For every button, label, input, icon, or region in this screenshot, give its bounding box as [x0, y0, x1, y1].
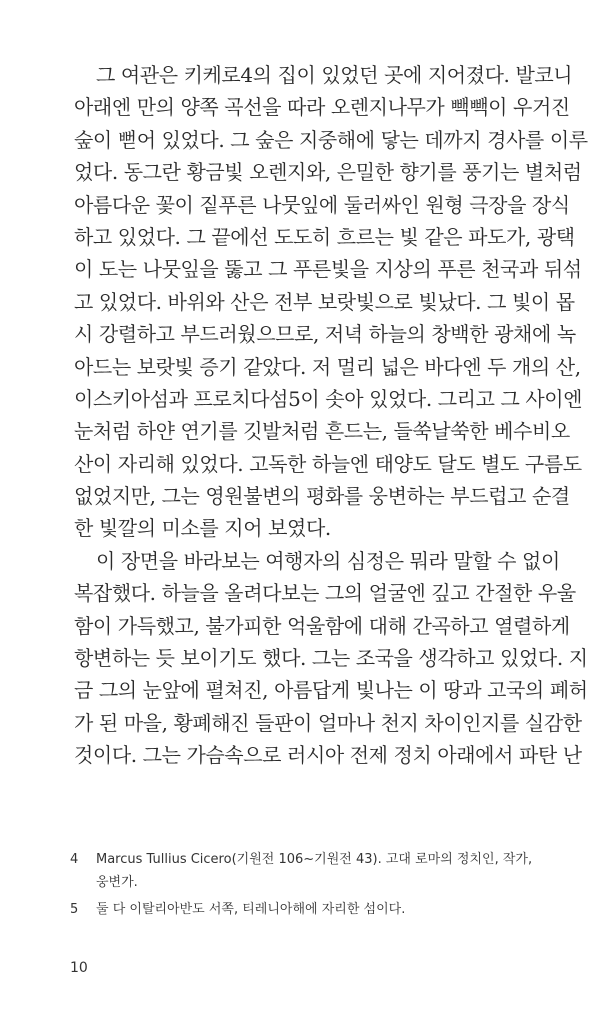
footnote: [70, 848, 540, 894]
footnote-number: 5: [70, 902, 79, 917]
page-number: 10: [70, 960, 88, 976]
text-line: 었다. 동그란 황금빛 오렌지와, 은밀한 향기를 풍기는 별처럼: [74, 160, 582, 185]
text-line: 그 여관은 키케로4의 집이 있었던 곳에 지어졌다. 발코니: [96, 63, 573, 87]
footnote-text: 둘 다 이탈리아반도 서쪽, 티레니아해에 자리한 섬이다.: [96, 902, 406, 917]
text-line: 함이 가득했고, 불가피한 억울함에 대해 간곡하고 열렬하게: [74, 613, 570, 638]
body-text: [74, 59, 588, 772]
text-line: 아드는 보랏빛 증기 같았다. 저 멀리 넓은 바다엔 두 개의 산,: [74, 354, 581, 379]
text-line: 산이 자리해 있었다. 고독한 하늘엔 태양도 달도 별도 구름도: [74, 451, 582, 476]
text-line: 없었지만, 그는 영원불변의 평화를 웅변하는 부드럽고 순결: [74, 484, 570, 509]
text-line: 것이다. 그는 가슴속으로 러시아 전제 정치 아래에서 파탄 난: [74, 743, 582, 768]
text-line: 이 장면을 바라보는 여행자의 심정은 뭐라 말할 수 없이: [96, 548, 560, 573]
text-line: 가 된 마을, 황폐해진 들판이 얼마나 천지 차이인지를 실감한: [74, 710, 582, 735]
text-line: 이 도는 나뭇잎을 뚫고 그 푸른빛을 지상의 푸른 천국과 뒤섞: [74, 257, 582, 282]
text-line: 한 빛깔의 미소를 지어 보였다.: [74, 516, 331, 541]
text-line: 숲이 뻗어 있었다. 그 숲은 지중해에 닿는 데까지 경사를 이루: [74, 127, 588, 152]
footnotes: [70, 848, 540, 921]
text-line: 눈처럼 하얀 연기를 깃발처럼 흔드는, 들쑥날쑥한 베수비오: [74, 419, 570, 444]
text-line: 복잡했다. 하늘을 올려다보는 그의 얼굴엔 깊고 간절한 우울: [74, 581, 576, 606]
text-line: 아름다운 꽃이 짙푸른 나뭇잎에 둘러싸인 원형 극장을 장식: [74, 192, 570, 217]
footnote-number: 4: [70, 852, 79, 867]
footnote-text: Marcus Tullius Cicero(기원전 106~기원전 43). 고대 로마의 정치인, 작가, 웅변가.: [96, 852, 533, 890]
text-line: 고 있었다. 바위와 산은 전부 보랏빛으로 빛났다. 그 빛이 몹: [74, 289, 575, 314]
footnote: [70, 898, 540, 921]
text-line: 이스키아섬과 프로치다섬5이 솟아 있었다. 그리고 그 사이엔: [74, 386, 583, 411]
text-line: 하고 있었다. 그 끝에선 도도히 흐르는 빛 같은 파도가, 광택: [74, 224, 575, 249]
text-line: 금 그의 눈앞에 펼쳐진, 아름답게 빛나는 이 땅과 고국의 폐허: [74, 678, 588, 703]
text-line: 시 강렬하고 부드러웠으므로, 저녁 하늘의 창백한 광채에 녹: [74, 322, 576, 347]
text-line: 아래엔 만의 양쪽 곡선을 따라 오렌지나무가 빽빽이 우거진: [74, 95, 570, 120]
text-line: 항변하는 듯 보이기도 했다. 그는 조국을 생각하고 있었다. 지: [74, 646, 588, 671]
